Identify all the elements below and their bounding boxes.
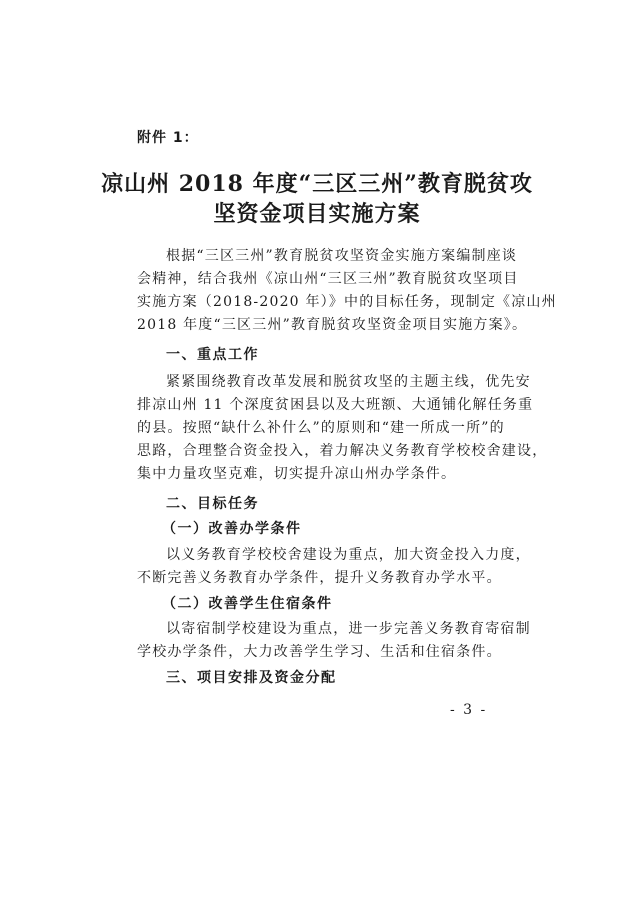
section-2-heading: 二、目标任务 — [166, 496, 259, 512]
section-1-line-1: 紧紧围绕教育改革发展和脱贫攻坚的主题主线，优先安 — [166, 374, 531, 390]
subsection-2-heading: （二）改善学生住宿条件 — [162, 596, 333, 612]
document-title-line-2: 坚资金项目实施方案 — [213, 201, 421, 227]
subsection-1-line-1: 以义务教育学校校舍建设为重点，加大资金投入力度， — [166, 547, 531, 563]
section-3-heading: 三、项目安排及资金分配 — [166, 670, 337, 686]
section-1-line-2: 排凉山州 11 个深度贫困县以及大班额、大通铺化解任务重 — [137, 397, 534, 413]
subsection-1-line-2: 不断完善义务教育办学条件，提升义务教育办学水平。 — [137, 570, 502, 586]
intro-line-3: 实施方案（2018-2020 年）》中的目标任务，现制定《凉山州 — [137, 294, 557, 310]
subsection-1-heading: （一）改善办学条件 — [162, 521, 302, 537]
intro-line-2: 会精神，结合我州《凉山州“三区三州”教育脱贫攻坚项目 — [137, 271, 519, 287]
subsection-2-line-1: 以寄宿制学校建设为重点，进一步完善义务教育寄宿制 — [166, 621, 531, 637]
subsection-2-line-2: 学校办学条件，大力改善学生学习、生活和住宿条件。 — [137, 644, 502, 660]
document-title-line-1: 凉山州 2018 年度“三区三州”教育脱贫攻 — [101, 171, 533, 197]
section-1-heading: 一、重点工作 — [166, 347, 259, 363]
attachment-label: 附件 1： — [137, 130, 199, 146]
intro-line-4: 2018 年度“三区三州”教育脱贫攻坚资金项目实施方案》。 — [137, 317, 528, 333]
intro-line-1: 根据“三区三州”教育脱贫攻坚资金实施方案编制座谈 — [166, 248, 518, 264]
page-number: - 3 - — [450, 702, 488, 718]
section-1-line-5: 集中力量攻坚克难，切实提升凉山州办学条件。 — [137, 466, 457, 482]
section-1-line-4: 思路，合理整合资金投入，着力解决义务教育学校校舍建设， — [137, 443, 548, 459]
section-1-line-3: 的县。按照“缺什么补什么”的原则和“建一所成一所”的 — [137, 420, 505, 436]
